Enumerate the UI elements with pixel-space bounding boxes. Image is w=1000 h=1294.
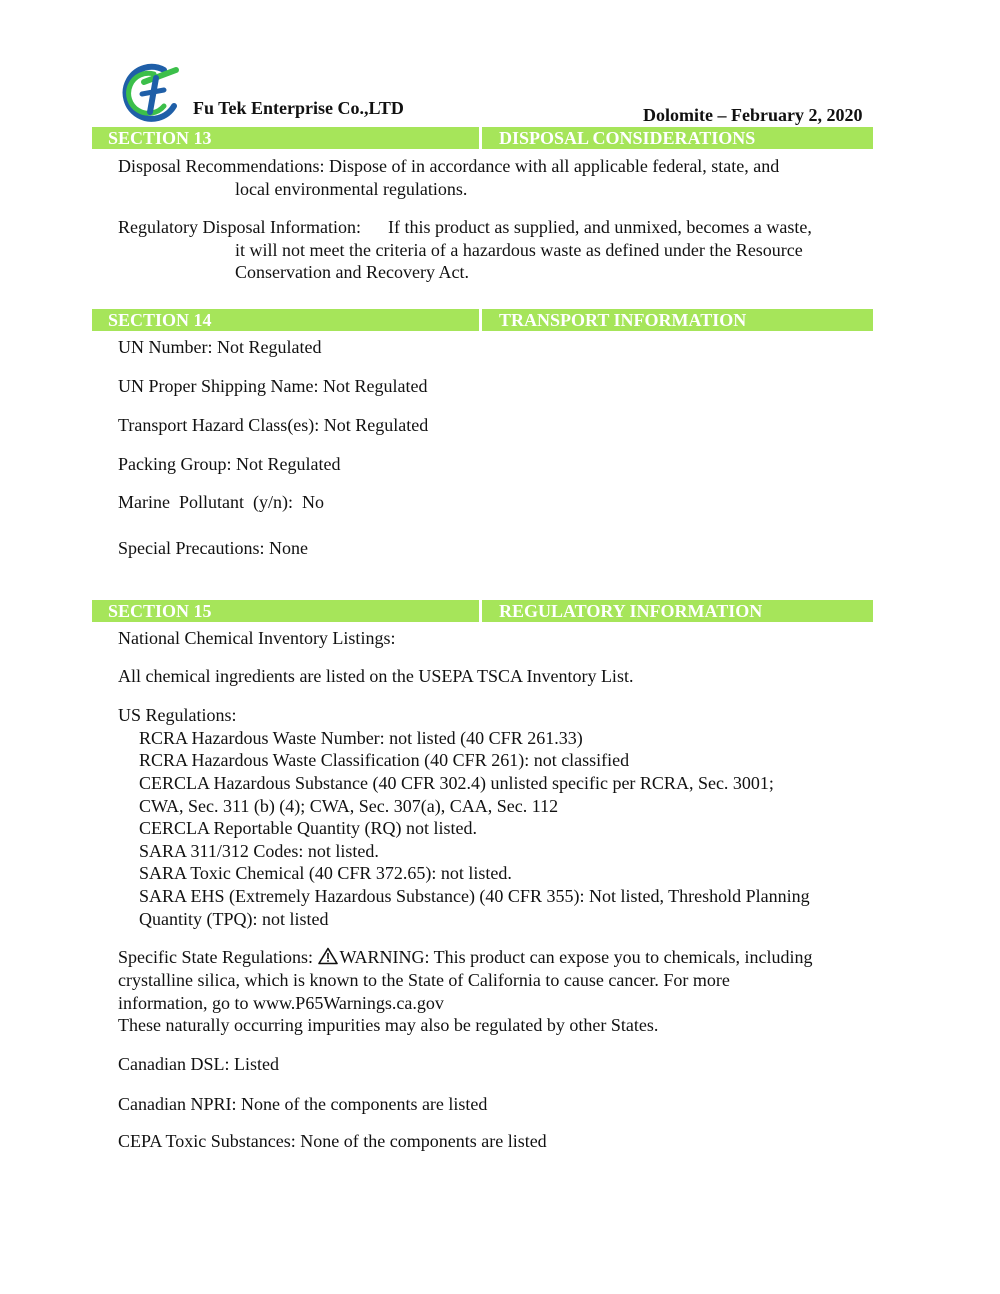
state-regulations [118,946,813,971]
prop65-warning: WARNING: This product can expose you to chemicals, including [339,947,813,967]
section-14-number: SECTION 14 [108,310,212,330]
warning-triangle-icon [318,947,338,971]
us-regulation-item: SARA 311/312 Codes: not listed. [139,841,379,861]
canadian-npri: Canadian NPRI: None of the components are listed [118,1094,488,1114]
us-regulation-item: CWA, Sec. 311 (b) (4); CWA, Sec. 307(a), CAA, Sec. 112 [139,796,559,816]
regulatory-disposal-info-cont: it will not meet the criteria of a hazardous waste as defined under the Resource [235,240,803,260]
us-regulation-item: SARA EHS (Extremely Hazardous Substance) (40 CFR 355): Not listed, Threshold Planning [139,886,810,906]
disposal-recommendations: Disposal Recommendations: Dispose of in accordance with all applicable federal, state, and [118,156,780,176]
section-15-header [92,600,873,622]
us-regulation-item: RCRA Hazardous Waste Number: not listed (40 CFR 261.33) [139,728,583,748]
section-14-header [92,309,873,331]
us-regulation-item: Quantity (TPQ): not listed [139,909,329,929]
us-regulation-item: CERCLA Reportable Quantity (RQ) not listed. [139,818,477,838]
section-14-title: TRANSPORT INFORMATION [499,310,747,330]
other-states-note: These naturally occurring impurities may also be regulated by other States. [118,1015,659,1035]
marine-pollutant: Marine Pollutant (y/n): No [118,492,324,512]
un-number: UN Number: Not Regulated [118,337,322,357]
inventory-listings-heading: National Chemical Inventory Listings: [118,628,396,648]
regulatory-disposal-info-cont2: Conservation and Recovery Act. [235,262,469,282]
state-regulations-label: Specific State Regulations: [118,947,318,967]
section-header-divider [479,127,482,149]
section-13-title: DISPOSAL CONSIDERATIONS [499,128,756,148]
prop65-link-text: information, go to www.P65Warnings.ca.gov [118,993,444,1013]
us-regulation-item: CERCLA Hazardous Substance (40 CFR 302.4) unlisted specific per RCRA, Sec. 3001; [139,773,774,793]
company-logo-icon [120,62,182,122]
section-13-header [92,127,873,149]
canadian-dsl: Canadian DSL: Listed [118,1054,279,1074]
tsca-statement: All chemical ingredients are listed on the USEPA TSCA Inventory List. [118,666,634,686]
section-15-title: REGULATORY INFORMATION [499,601,763,621]
us-regulations-heading: US Regulations: [118,705,237,725]
disposal-recommendations-cont: local environmental regulations. [235,179,468,199]
cepa-toxic-substances: CEPA Toxic Substances: None of the components are listed [118,1131,547,1151]
section-header-divider [479,600,482,622]
us-regulation-item: SARA Toxic Chemical (40 CFR 372.65): not listed. [139,863,512,883]
regulatory-disposal-info: Regulatory Disposal Information: If this product as supplied, and unmixed, becomes a waste, [118,217,812,237]
company-name: Fu Tek Enterprise Co.,LTD [193,98,404,118]
document-date: Dolomite – February 2, 2020 [643,105,863,125]
un-shipping-name: UN Proper Shipping Name: Not Regulated [118,376,428,396]
packing-group: Packing Group: Not Regulated [118,454,341,474]
section-13-number: SECTION 13 [108,128,212,148]
us-regulation-item: RCRA Hazardous Waste Classification (40 CFR 261): not classified [139,750,630,770]
special-precautions: Special Precautions: None [118,538,308,558]
state-regulations-cont: crystalline silica, which is known to the State of California to cause cancer. For more [118,970,730,990]
section-15-number: SECTION 15 [108,601,212,621]
section-header-divider [479,309,482,331]
transport-hazard-class: Transport Hazard Class(es): Not Regulated [118,415,429,435]
